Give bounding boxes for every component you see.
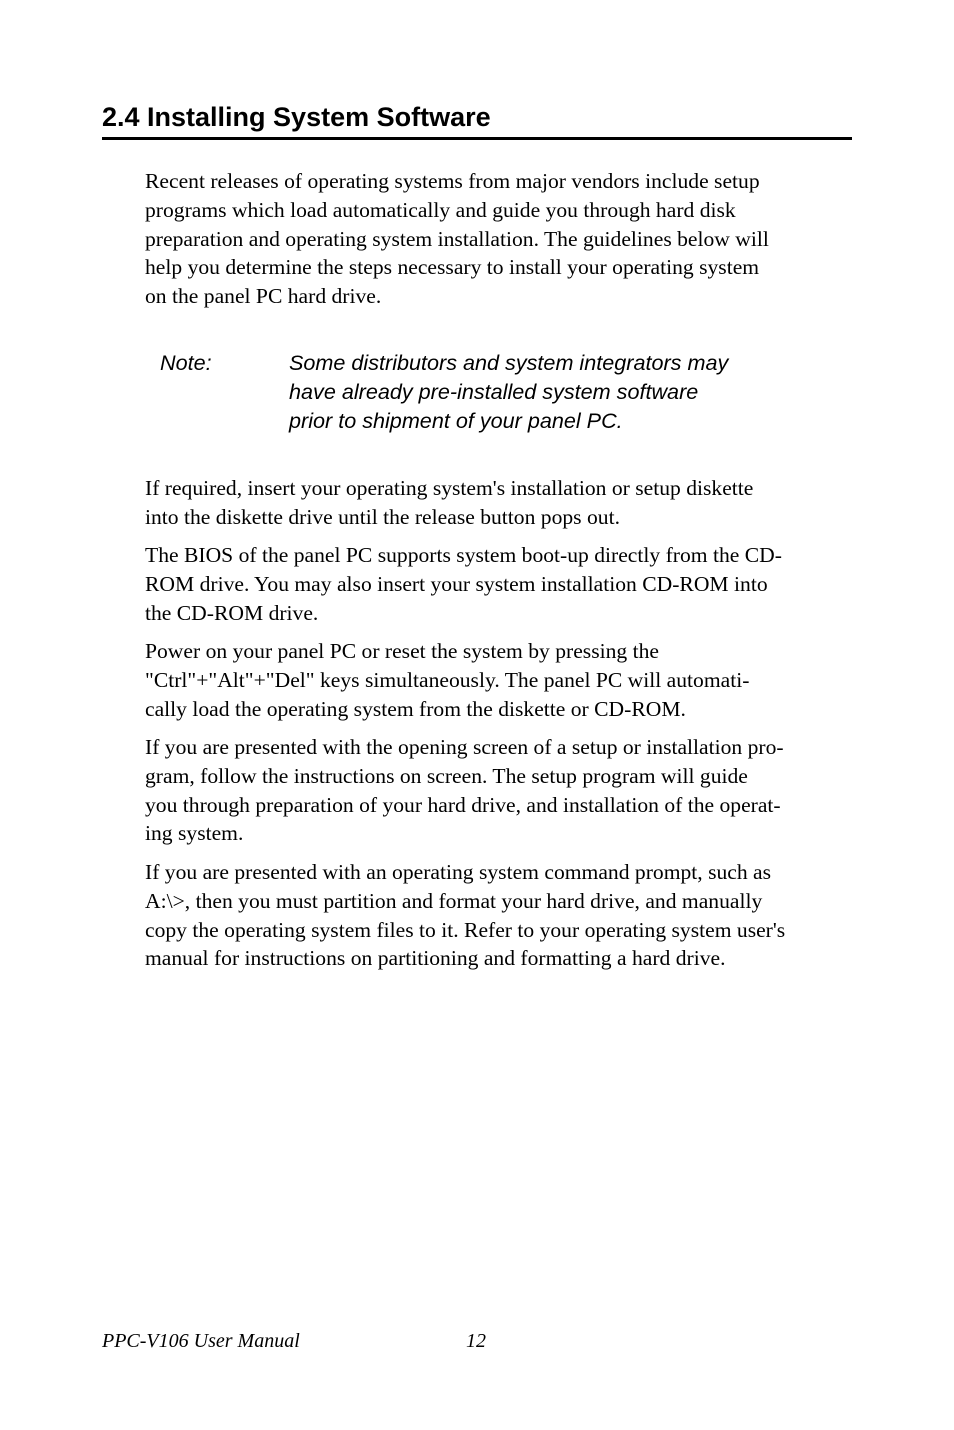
text-line: If required, insert your operating system's installation or setup diskette — [145, 476, 754, 500]
text-line: ROM drive. You may also insert your system installation CD-ROM into — [145, 571, 768, 596]
text-line: If you are presented with the opening screen of a setup or installation pro- — [145, 735, 784, 759]
text-line: help you determine the steps necessary to install your operating system — [145, 255, 760, 280]
text-line: programs which load automatically and guide you through hard disk — [145, 197, 736, 222]
footer-page-number: 12 — [466, 1330, 486, 1352]
text-line: you through preparation of your hard drive, and installation of the operat- — [145, 792, 781, 817]
text-line: The BIOS of the panel PC supports system boot-up directly from the CD- — [145, 543, 782, 567]
paragraph-command-prompt — [145, 858, 860, 973]
text-line: ing system. — [145, 821, 244, 846]
text-line: Recent releases of operating systems from major vendors include setup — [145, 169, 760, 193]
text-line: on the panel PC hard drive. — [145, 284, 382, 309]
text-line: the CD-ROM drive. — [145, 600, 319, 625]
note-line: prior to shipment of your panel PC. — [289, 408, 623, 433]
text-line: A:\>, then you must partition and format your hard drive, and manually — [145, 888, 763, 913]
text-line: cally load the operating system from the diskette or CD-ROM. — [145, 696, 686, 721]
note-line: have already pre-installed system software — [289, 379, 699, 404]
paragraph-setup-screen — [145, 733, 860, 848]
note-label: Note: — [160, 350, 212, 375]
paragraph-bios-cdrom — [145, 541, 860, 627]
text-line: preparation and operating system installation. The guidelines below will — [145, 226, 769, 251]
text-line: "Ctrl"+"Alt"+"Del" keys simultaneously. The panel PC will automati- — [145, 667, 750, 692]
text-line: If you are presented with an operating system command prompt, such as — [145, 860, 772, 884]
text-line: manual for instructions on partitioning and formatting a hard drive. — [145, 946, 726, 971]
paragraph-power-on — [145, 637, 860, 723]
footer-manual-title: PPC-V106 User Manual — [102, 1330, 300, 1352]
text-line: gram, follow the instructions on screen. The setup program will guide — [145, 763, 748, 788]
note-text — [289, 348, 829, 435]
text-line: into the diskette drive until the release button pops out. — [145, 504, 620, 529]
paragraph-insert-diskette — [145, 474, 860, 532]
note-line: Some distributors and system integrators may — [289, 350, 729, 375]
intro-paragraph — [145, 167, 860, 311]
text-line: copy the operating system files to it. Refer to your operating system user's — [145, 917, 786, 942]
section-heading: 2.4 Installing System Software — [102, 98, 852, 140]
text-line: Power on your panel PC or reset the system by pressing the — [145, 639, 659, 663]
